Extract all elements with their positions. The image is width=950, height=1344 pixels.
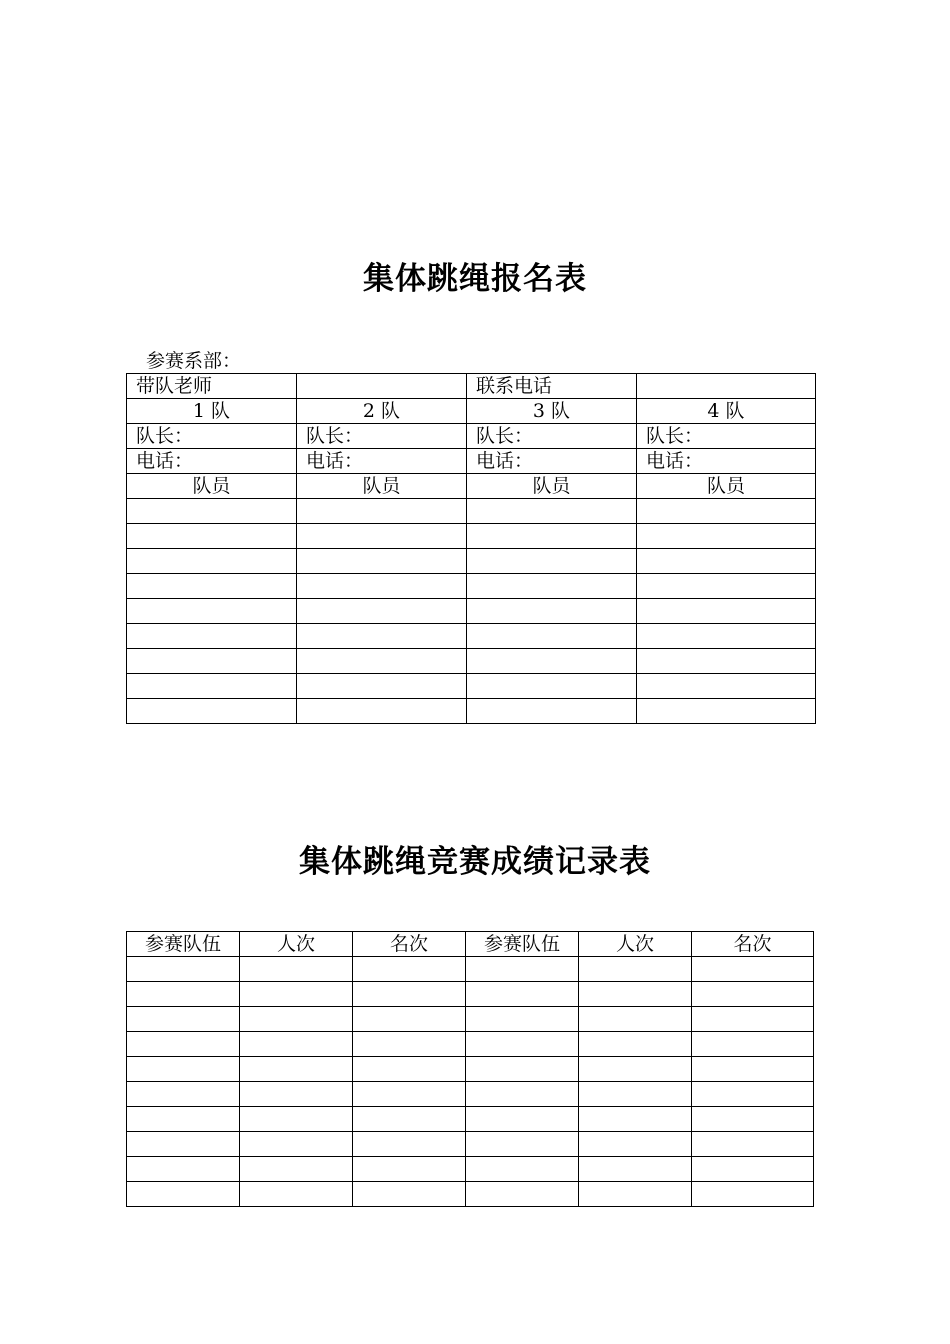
blank-cell[interactable] — [466, 982, 579, 1007]
member-row — [127, 599, 816, 624]
blank-cell[interactable] — [579, 1157, 692, 1182]
member-row — [127, 524, 816, 549]
blank-cell[interactable] — [466, 1007, 579, 1032]
blank-cell[interactable] — [297, 624, 467, 649]
blank-cell[interactable] — [127, 1107, 240, 1132]
results-header-row — [127, 932, 814, 957]
blank-cell[interactable] — [637, 624, 816, 649]
blank-cell[interactable] — [127, 574, 297, 599]
blank-cell[interactable] — [579, 982, 692, 1007]
blank-cell[interactable] — [467, 499, 637, 524]
blank-cell[interactable] — [467, 574, 637, 599]
blank-cell[interactable] — [127, 1132, 240, 1157]
blank-cell[interactable] — [240, 1032, 353, 1057]
result-row — [127, 1082, 814, 1107]
blank-cell[interactable] — [692, 982, 814, 1007]
header-team: 参赛队伍 — [127, 932, 240, 957]
result-row — [127, 1007, 814, 1032]
team-4-phone[interactable]: 电话： — [637, 449, 816, 474]
team-3-captain[interactable]: 队长： — [467, 424, 637, 449]
captain-row — [127, 424, 816, 449]
blank-cell[interactable] — [579, 1007, 692, 1032]
blank-cell[interactable] — [297, 599, 467, 624]
blank-cell[interactable] — [579, 1182, 692, 1207]
blank-cell[interactable] — [692, 1032, 814, 1057]
team-2-members-header: 队员 — [297, 474, 467, 499]
blank-cell[interactable] — [353, 1157, 466, 1182]
team-3-phone[interactable]: 电话： — [467, 449, 637, 474]
blank-cell[interactable] — [466, 1057, 579, 1082]
blank-cell[interactable] — [579, 1132, 692, 1157]
blank-cell[interactable] — [579, 957, 692, 982]
blank-cell[interactable] — [240, 1082, 353, 1107]
blank-cell[interactable] — [127, 624, 297, 649]
team-4-header: 4 队 — [637, 399, 816, 424]
registration-form-title: 集体跳绳报名表 — [363, 261, 587, 297]
blank-cell[interactable] — [127, 499, 297, 524]
blank-cell[interactable] — [127, 1082, 240, 1107]
results-table — [126, 931, 814, 1207]
header-team-2: 参赛队伍 — [466, 932, 579, 957]
header-rank-2: 名次 — [692, 932, 814, 957]
blank-cell[interactable] — [297, 524, 467, 549]
blank-cell[interactable] — [127, 549, 297, 574]
blank-cell[interactable] — [240, 982, 353, 1007]
blank-cell[interactable] — [353, 1132, 466, 1157]
blank-cell[interactable] — [467, 624, 637, 649]
blank-cell[interactable] — [466, 1157, 579, 1182]
member-row — [127, 574, 816, 599]
blank-cell[interactable] — [467, 649, 637, 674]
blank-cell[interactable] — [637, 649, 816, 674]
phone-row — [127, 449, 816, 474]
blank-cell[interactable] — [297, 574, 467, 599]
result-row — [127, 1107, 814, 1132]
blank-cell[interactable] — [692, 1107, 814, 1132]
department-label: 参赛系部： — [146, 350, 242, 372]
blank-cell[interactable] — [240, 957, 353, 982]
member-header-row — [127, 474, 816, 499]
blank-cell[interactable] — [579, 1107, 692, 1132]
blank-cell[interactable] — [240, 1157, 353, 1182]
blank-cell[interactable] — [579, 1082, 692, 1107]
blank-cell[interactable] — [692, 1057, 814, 1082]
result-row — [127, 1157, 814, 1182]
blank-cell[interactable] — [127, 1007, 240, 1032]
team-2-header: 2 队 — [297, 399, 467, 424]
result-row — [127, 1132, 814, 1157]
blank-cell[interactable] — [297, 699, 467, 724]
member-rows — [127, 499, 816, 724]
blank-cell[interactable] — [127, 699, 297, 724]
teacher-field[interactable] — [297, 374, 467, 399]
result-row — [127, 1182, 814, 1207]
blank-cell[interactable] — [467, 699, 637, 724]
blank-cell[interactable] — [127, 1057, 240, 1082]
blank-cell[interactable] — [637, 499, 816, 524]
member-row — [127, 649, 816, 674]
team-1-phone[interactable]: 电话： — [127, 449, 297, 474]
blank-cell[interactable] — [353, 1032, 466, 1057]
results-table-title: 集体跳绳竞赛成绩记录表 — [299, 844, 651, 880]
blank-cell[interactable] — [466, 957, 579, 982]
header-rank: 名次 — [353, 932, 466, 957]
blank-cell[interactable] — [692, 1132, 814, 1157]
blank-cell[interactable] — [692, 1082, 814, 1107]
blank-cell[interactable] — [240, 1132, 353, 1157]
contact-field[interactable] — [637, 374, 816, 399]
blank-cell[interactable] — [353, 1107, 466, 1132]
blank-cell[interactable] — [127, 524, 297, 549]
teacher-row — [127, 374, 816, 399]
blank-cell[interactable] — [353, 1182, 466, 1207]
blank-cell[interactable] — [127, 982, 240, 1007]
contact-label: 联系电话 — [467, 374, 637, 399]
blank-cell[interactable] — [127, 1032, 240, 1057]
blank-cell[interactable] — [353, 957, 466, 982]
blank-cell[interactable] — [467, 674, 637, 699]
blank-cell[interactable] — [240, 1182, 353, 1207]
blank-cell[interactable] — [692, 1182, 814, 1207]
blank-cell[interactable] — [637, 699, 816, 724]
blank-cell[interactable] — [240, 1107, 353, 1132]
blank-cell[interactable] — [297, 674, 467, 699]
blank-cell[interactable] — [297, 499, 467, 524]
blank-cell[interactable] — [637, 599, 816, 624]
results-rows — [127, 957, 814, 1207]
team-2-phone[interactable]: 电话： — [297, 449, 467, 474]
blank-cell[interactable] — [692, 957, 814, 982]
blank-cell[interactable] — [240, 1007, 353, 1032]
blank-cell[interactable] — [692, 1157, 814, 1182]
blank-cell[interactable] — [127, 599, 297, 624]
blank-cell[interactable] — [240, 1057, 353, 1082]
blank-cell[interactable] — [637, 674, 816, 699]
result-row — [127, 982, 814, 1007]
blank-cell[interactable] — [127, 649, 297, 674]
member-row — [127, 699, 816, 724]
registration-table — [126, 373, 816, 724]
blank-cell[interactable] — [466, 1107, 579, 1132]
blank-cell[interactable] — [466, 1032, 579, 1057]
team-4-captain[interactable]: 队长： — [637, 424, 816, 449]
blank-cell[interactable] — [127, 674, 297, 699]
team-1-members-header: 队员 — [127, 474, 297, 499]
blank-cell[interactable] — [353, 1007, 466, 1032]
member-row — [127, 499, 816, 524]
blank-cell[interactable] — [297, 649, 467, 674]
blank-cell[interactable] — [579, 1057, 692, 1082]
team-3-members-header: 队员 — [467, 474, 637, 499]
team-3-header: 3 队 — [467, 399, 637, 424]
blank-cell[interactable] — [353, 1082, 466, 1107]
header-count: 人次 — [240, 932, 353, 957]
blank-cell[interactable] — [297, 549, 467, 574]
result-row — [127, 1032, 814, 1057]
blank-cell[interactable] — [127, 1157, 240, 1182]
blank-cell[interactable] — [127, 1182, 240, 1207]
team-header-row — [127, 399, 816, 424]
team-4-members-header: 队员 — [637, 474, 816, 499]
result-row — [127, 957, 814, 982]
blank-cell[interactable] — [467, 524, 637, 549]
blank-cell[interactable] — [637, 524, 816, 549]
blank-cell[interactable] — [466, 1182, 579, 1207]
blank-cell[interactable] — [692, 1007, 814, 1032]
blank-cell[interactable] — [466, 1082, 579, 1107]
blank-cell[interactable] — [467, 549, 637, 574]
blank-cell[interactable] — [353, 1057, 466, 1082]
blank-cell[interactable] — [467, 599, 637, 624]
blank-cell[interactable] — [127, 957, 240, 982]
blank-cell[interactable] — [466, 1132, 579, 1157]
member-row — [127, 549, 816, 574]
team-2-captain[interactable]: 队长： — [297, 424, 467, 449]
blank-cell[interactable] — [579, 1032, 692, 1057]
blank-cell[interactable] — [637, 549, 816, 574]
team-1-header: 1 队 — [127, 399, 297, 424]
teacher-label: 带队老师 — [127, 374, 297, 399]
result-row — [127, 1057, 814, 1082]
member-row — [127, 624, 816, 649]
blank-cell[interactable] — [353, 982, 466, 1007]
member-row — [127, 674, 816, 699]
blank-cell[interactable] — [637, 574, 816, 599]
team-1-captain[interactable]: 队长： — [127, 424, 297, 449]
header-count-2: 人次 — [579, 932, 692, 957]
